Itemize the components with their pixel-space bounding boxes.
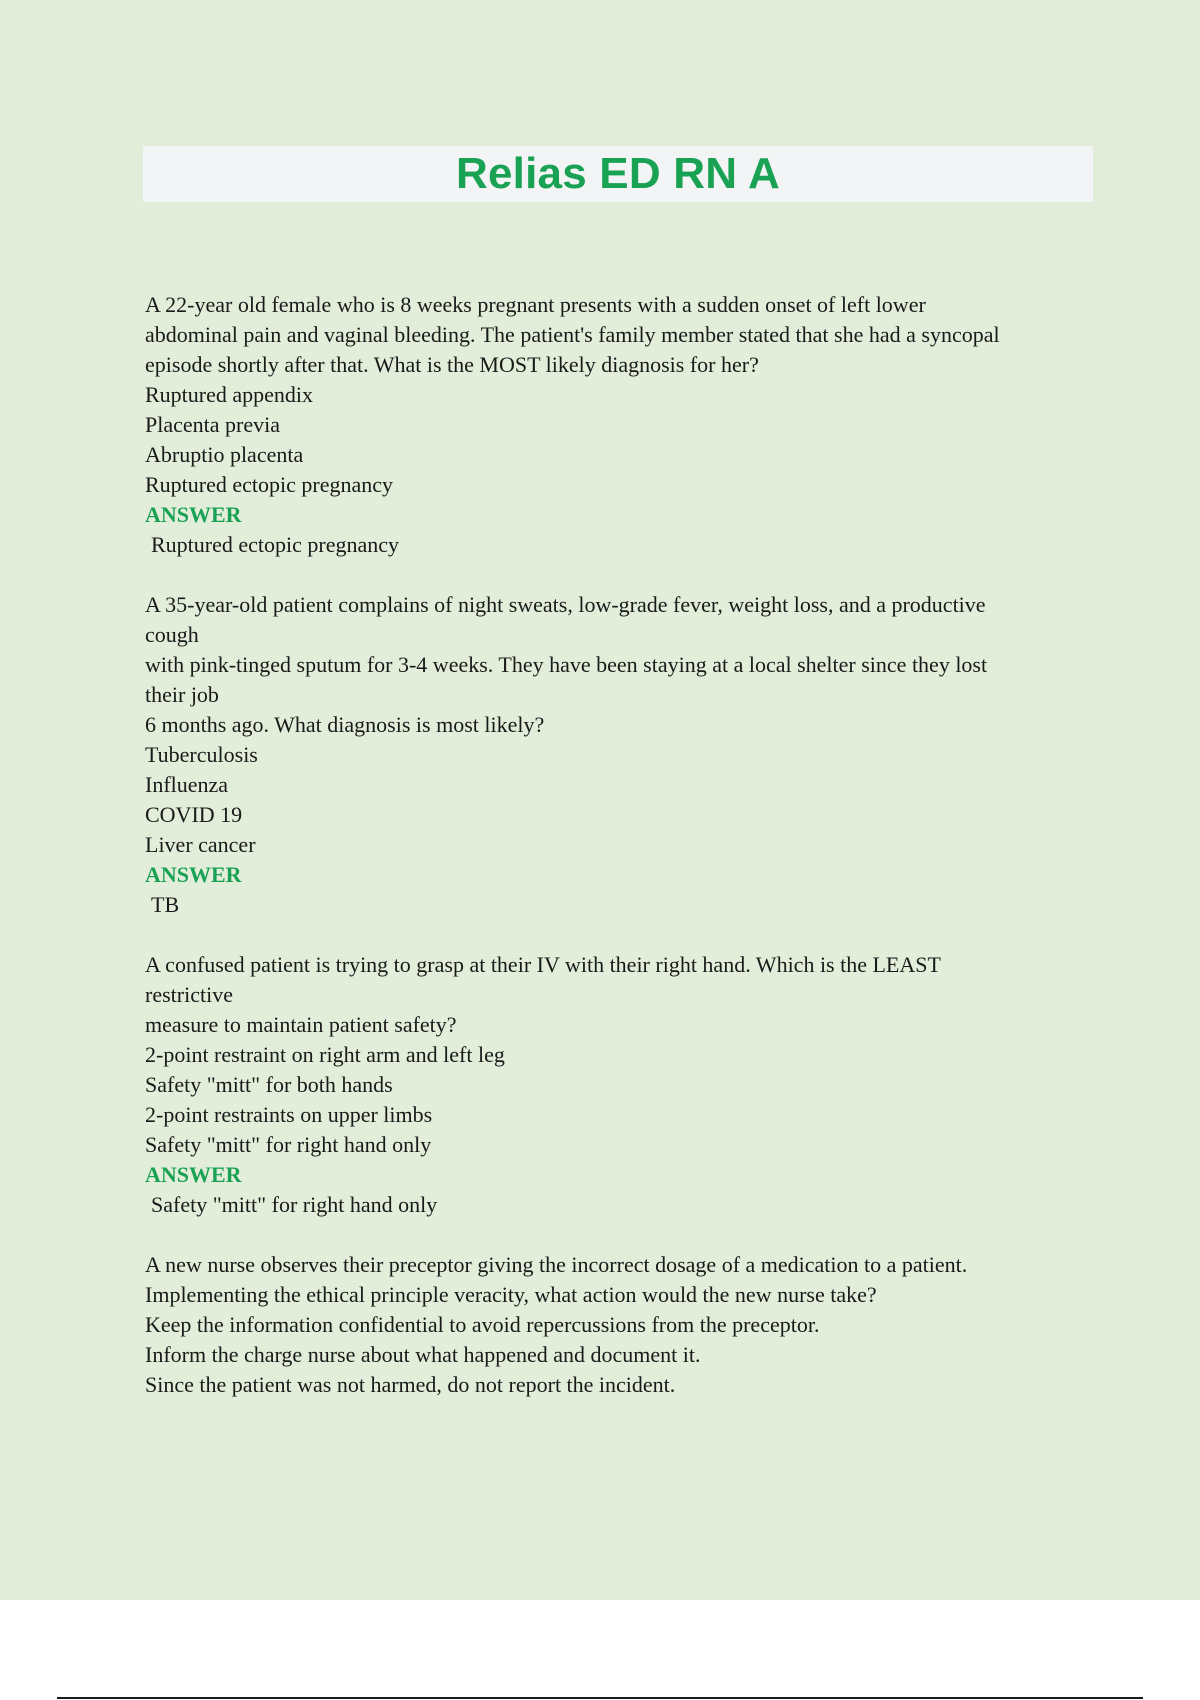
answer-label: ANSWER xyxy=(145,502,242,527)
answer-option: Keep the information confidential to avoid repercussions from the preceptor. xyxy=(145,1312,820,1337)
question-block xyxy=(145,290,1095,560)
question-text-line: restrictive xyxy=(145,982,233,1007)
title-banner xyxy=(143,146,1093,202)
question-text-line: with pink-tinged sputum for 3-4 weeks. They have been staying at a local shelter since they lost xyxy=(145,652,988,677)
answer-label: ANSWER xyxy=(145,1162,242,1187)
answer-option: 2-point restraints on upper limbs xyxy=(145,1102,433,1127)
answer-label: ANSWER xyxy=(145,862,242,887)
answer-option: Ruptured appendix xyxy=(145,382,314,407)
correct-answer: TB xyxy=(151,892,180,917)
question-block xyxy=(145,590,1095,920)
document-title: Relias ED RN A xyxy=(456,149,780,198)
question-text-line: A new nurse observes their preceptor giving the incorrect dosage of a medication to a patient. xyxy=(145,1252,968,1277)
question-text-line: measure to maintain patient safety? xyxy=(145,1012,457,1037)
correct-answer: Ruptured ectopic pregnancy xyxy=(151,532,400,557)
question-text-line: 6 months ago. What diagnosis is most likely? xyxy=(145,712,545,737)
answer-option: 2-point restraint on right arm and left leg xyxy=(145,1042,505,1067)
question-text-line: A 35-year-old patient complains of night sweats, low-grade fever, weight loss, and a productive xyxy=(145,592,986,617)
question-text-line: A 22-year old female who is 8 weeks pregnant presents with a sudden onset of left lower xyxy=(145,292,926,317)
question-text-line: Implementing the ethical principle veracity, what action would the new nurse take? xyxy=(145,1282,877,1307)
question-text-line: cough xyxy=(145,622,199,647)
answer-option: Placenta previa xyxy=(145,412,280,437)
answer-option: COVID 19 xyxy=(145,802,243,827)
answer-option: Abruptio placenta xyxy=(145,442,304,467)
answer-option: Influenza xyxy=(145,772,229,797)
question-block xyxy=(145,950,1095,1220)
question-text-line: episode shortly after that. What is the MOST likely diagnosis for her? xyxy=(145,352,759,377)
answer-option: Tuberculosis xyxy=(145,742,258,767)
answer-option: Ruptured ectopic pregnancy xyxy=(145,472,394,497)
question-text-line: their job xyxy=(145,682,219,707)
correct-answer: Safety "mitt" for right hand only xyxy=(151,1192,438,1217)
answer-option: Safety "mitt" for both hands xyxy=(145,1072,393,1097)
footer-divider xyxy=(57,1697,1143,1699)
answer-option: Safety "mitt" for right hand only xyxy=(145,1132,432,1157)
answer-option: Liver cancer xyxy=(145,832,256,857)
answer-option: Inform the charge nurse about what happened and document it. xyxy=(145,1342,701,1367)
question-text-line: A confused patient is trying to grasp at their IV with their right hand. Which is the LEAST xyxy=(145,952,941,977)
question-block xyxy=(145,1250,1095,1400)
answer-option: Since the patient was not harmed, do not report the incident. xyxy=(145,1372,676,1397)
question-text-line: abdominal pain and vaginal bleeding. The patient's family member stated that she had a syncopal xyxy=(145,322,1000,347)
question-list xyxy=(145,290,1095,1430)
